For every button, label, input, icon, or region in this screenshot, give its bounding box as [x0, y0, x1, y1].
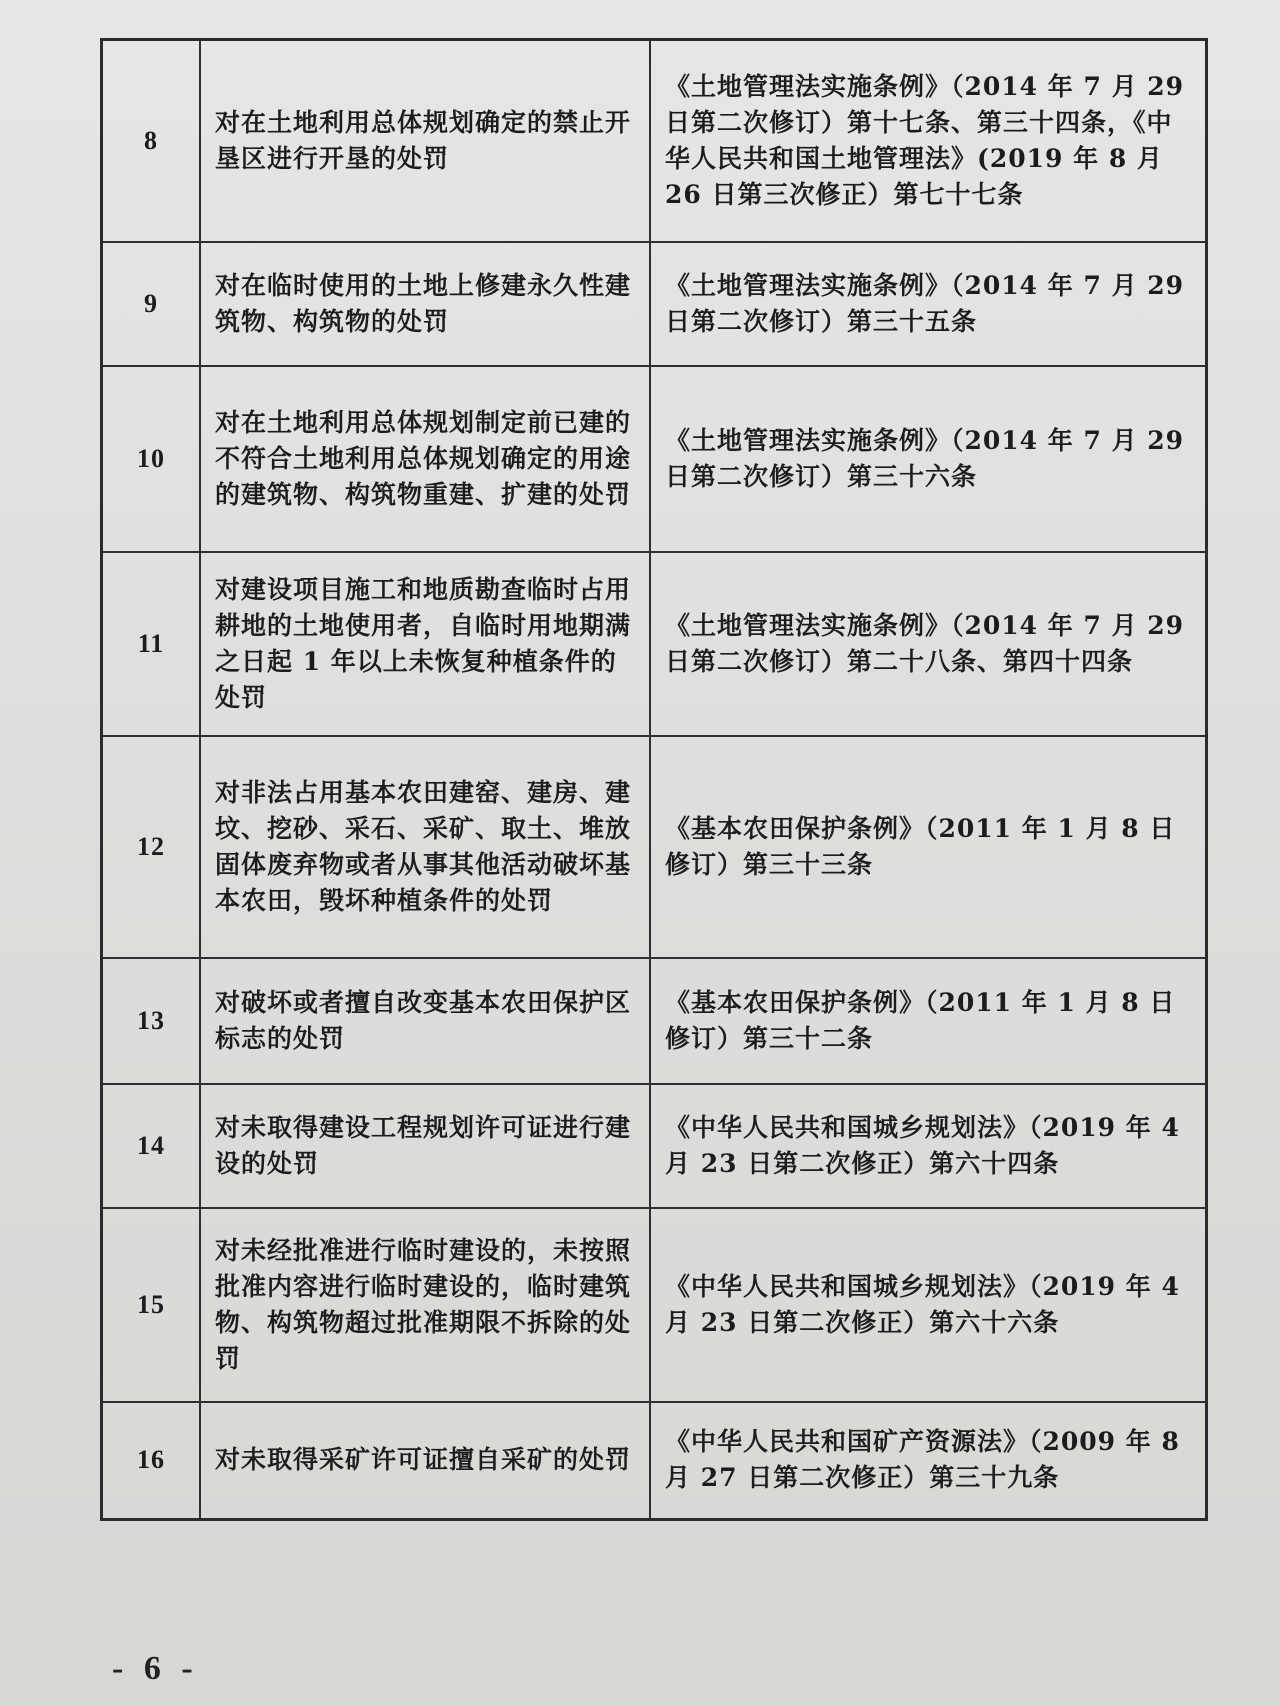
row-number: 13: [102, 958, 201, 1084]
row-number: 16: [102, 1402, 201, 1520]
legal-basis: 《基本农田保护条例》（2011 年 1 月 8 日修订）第三十三条: [650, 736, 1207, 958]
table-row: [102, 40, 1207, 242]
legal-basis: 《土地管理法实施条例》（2014 年 7 月 29 日第二次修订）第二十八条、第四十四条: [650, 552, 1207, 736]
penalty-items-table: [100, 38, 1208, 1521]
legal-basis: 《中华人民共和国城乡规划法》（2019 年 4 月 23 日第二次修正）第六十四条: [650, 1084, 1207, 1208]
penalty-item: 对在土地利用总体规划制定前已建的不符合土地利用总体规划确定的用途的建筑物、构筑物重建、扩建的处罚: [200, 366, 650, 552]
legal-basis: 《土地管理法实施条例》（2014 年 7 月 29 日第二次修订）第三十五条: [650, 242, 1207, 366]
row-number: 11: [102, 552, 201, 736]
row-number: 9: [102, 242, 201, 366]
row-number: 10: [102, 366, 201, 552]
penalty-item: 对建设项目施工和地质勘查临时占用耕地的土地使用者，自临时用地期满之日起 1 年以上未恢复种植条件的处罚: [200, 552, 650, 736]
row-number: 12: [102, 736, 201, 958]
row-number: 14: [102, 1084, 201, 1208]
penalty-item: 对在土地利用总体规划确定的禁止开垦区进行开垦的处罚: [200, 40, 650, 242]
legal-basis: 《土地管理法实施条例》（2014 年 7 月 29 日第二次修订）第十七条、第三十四条，《中华人民共和国土地管理法》(2019 年 8 月 26 日第三次修正）第七十七条: [650, 40, 1207, 242]
legal-basis: 《基本农田保护条例》（2011 年 1 月 8 日修订）第三十二条: [650, 958, 1207, 1084]
penalty-item: 对非法占用基本农田建窑、建房、建坟、挖砂、采石、采矿、取土、堆放固体废弃物或者从事其他活动破坏基本农田，毁坏种植条件的处罚: [200, 736, 650, 958]
table-row: [102, 552, 1207, 736]
penalty-item: 对在临时使用的土地上修建永久性建筑物、构筑物的处罚: [200, 242, 650, 366]
legal-basis: 《中华人民共和国城乡规划法》（2019 年 4 月 23 日第二次修正）第六十六条: [650, 1208, 1207, 1402]
page-number: - 6 -: [112, 1650, 199, 1687]
table-row: [102, 1402, 1207, 1520]
table-body: [102, 40, 1207, 1520]
table-row: [102, 366, 1207, 552]
row-number: 8: [102, 40, 201, 242]
penalty-item: 对破坏或者擅自改变基本农田保护区标志的处罚: [200, 958, 650, 1084]
row-number: 15: [102, 1208, 201, 1402]
table-row: [102, 1084, 1207, 1208]
penalty-item: 对未取得建设工程规划许可证进行建设的处罚: [200, 1084, 650, 1208]
table-row: [102, 1208, 1207, 1402]
penalty-item: 对未取得采矿许可证擅自采矿的处罚: [200, 1402, 650, 1520]
penalty-item: 对未经批准进行临时建设的，未按照批准内容进行临时建设的，临时建筑物、构筑物超过批准期限不拆除的处罚: [200, 1208, 650, 1402]
penalty-table-container: [100, 38, 1208, 1521]
legal-basis: 《土地管理法实施条例》（2014 年 7 月 29 日第二次修订）第三十六条: [650, 366, 1207, 552]
table-row: [102, 736, 1207, 958]
legal-basis: 《中华人民共和国矿产资源法》（2009 年 8 月 27 日第二次修正）第三十九条: [650, 1402, 1207, 1520]
table-row: [102, 242, 1207, 366]
table-row: [102, 958, 1207, 1084]
